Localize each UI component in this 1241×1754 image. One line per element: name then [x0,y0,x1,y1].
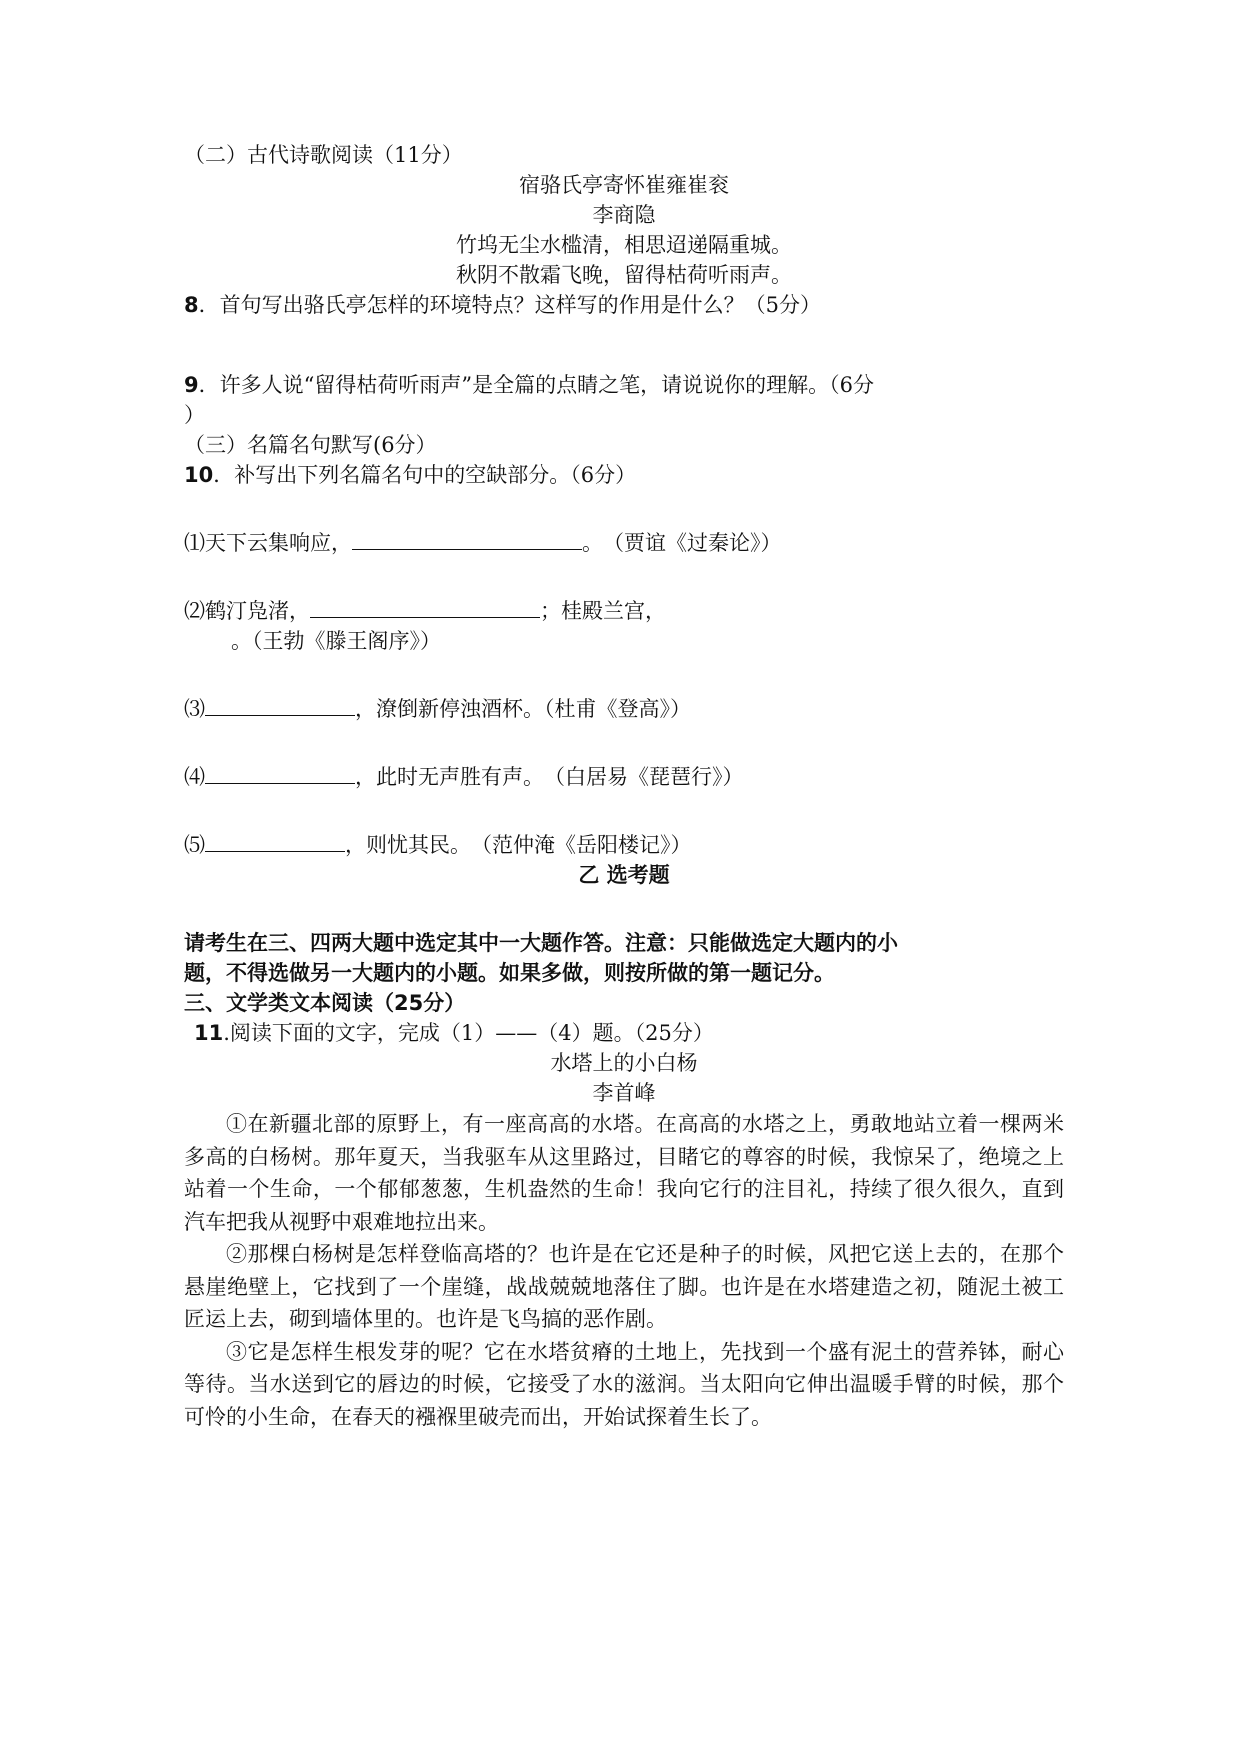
dictation-item-2 [184,596,1064,626]
answer-blank-5[interactable] [205,831,345,852]
elective-section-title: 乙 选考题 [578,863,670,887]
dictation-item-2-continuation: 。（王勃《滕王阁序》） [231,629,441,653]
question-9-number: 9 [184,373,199,397]
article-title: 水塔上的小白杨 [550,1051,698,1075]
dictation-item-5 [184,830,1064,860]
answer-blank-2[interactable] [310,597,540,618]
answer-blank-3[interactable] [205,695,355,716]
question-8-text: ．首句写出骆氏亭怎样的环境特点？这样写的作用是什么？（5分） [198,293,821,317]
article-paragraph-1: ①在新疆北部的原野上，有一座高高的水塔。在高高的水塔之上，勇敢地站立着一棵两米多高的白杨树。那年夏天，当我驱车从这里路过，目睹它的尊容的时候，我惊呆了，绝境之上站着一个生命，一个郁郁葱葱，生机盎然的生命！我向它行的注目礼，持续了很久很久，直到汽车把我从视野中艰难地拉出来。 [184,1112,1064,1234]
article-author: 李首峰 [592,1081,656,1105]
question-11-number: 11 [194,1021,224,1045]
question-10-text: ．补写出下列名篇名句中的空缺部分。（6分） [213,463,637,487]
dictation-item-4-post: ，此时无声胜有声。 （白居易《琵琶行》） [355,765,744,789]
dictation-section-heading: （三）名篇名句默写(6分） [184,433,437,457]
answer-blank-4[interactable] [205,763,355,784]
dictation-item-2-pre: ⑵鹤汀凫渚， [184,599,310,623]
question-11 [184,1018,1064,1048]
dictation-item-2-post: ；桂殿兰宫， [540,599,666,623]
question-8 [184,290,1064,320]
elective-notice-line-1: 请考生在三、四两大题中选定其中一大题作答。注意：只能做选定大题内的小 [184,931,898,955]
dictation-item-1 [184,528,1064,558]
poem-line-2: 秋阴不散霜飞晚，留得枯荷听雨声。 [456,263,792,287]
poetry-section-heading: （二）古代诗歌阅读（11分） [184,143,463,167]
dictation-item-3 [184,694,1064,724]
article-paragraph-3: ③它是怎样生根发芽的呢？它在水塔贫瘠的土地上，先找到一个盛有泥土的营养钵，耐心等待。当水送到它的唇边的时候，它接受了水的滋润。当太阳向它伸出温暖手臂的时候，那个可怜的小生命，在春天的襁褓里破壳而出，开始试探着生长了。 [184,1339,1064,1429]
poem-line-1: 竹坞无尘水槛清，相思迢递隔重城。 [456,233,792,257]
dictation-item-3-pre: ⑶ [184,697,205,721]
dictation-item-5-post: ，则忧其民。 （范仲淹《岳阳楼记》） [345,833,692,857]
dictation-item-1-post: 。 （贾谊《过秦论》） [582,531,782,555]
poem-title: 宿骆氏亭寄怀崔雍崔衮 [519,173,729,197]
question-11-text: .阅读下面的文字，完成（1）——（4）题。（25分） [223,1021,714,1045]
article-paragraph-2: ②那棵白杨树是怎样登临高塔的？也许是在它还是种子的时候，风把它送上去的，在那个悬崖绝壁上，它找到了一个崖缝，战战兢兢地落住了脚。也许是在水塔建造之初，随泥土被工匠运上去，砌到墙体里的。也许是飞鸟搞的恶作剧。 [184,1242,1064,1331]
document-page [184,140,1064,1433]
poem-author: 李商隐 [592,203,656,227]
question-9-text: ．许多人说“留得枯荷听雨声”是全篇的点睛之笔，请说说你的理解。（6分 [198,373,874,397]
question-9 [184,370,1064,400]
dictation-item-4 [184,762,1064,792]
dictation-item-3-post: ，潦倒新停浊酒杯。（杜甫《登高》） [355,697,691,721]
elective-notice-line-2: 题，不得选做另一大题内的小题。如果多做，则按所做的第一题记分。 [184,961,835,985]
dictation-item-4-pre: ⑷ [184,765,205,789]
answer-blank-1[interactable] [352,529,582,550]
dictation-item-5-pre: ⑸ [184,833,205,857]
question-10-number: 10 [184,463,214,487]
dictation-item-1-pre: ⑴天下云集响应， [184,531,352,555]
literary-reading-heading: 三、文学类文本阅读（25分） [184,991,466,1015]
question-9-tail: ） [184,403,205,427]
question-10 [184,460,1064,490]
question-8-number: 8 [184,293,199,317]
